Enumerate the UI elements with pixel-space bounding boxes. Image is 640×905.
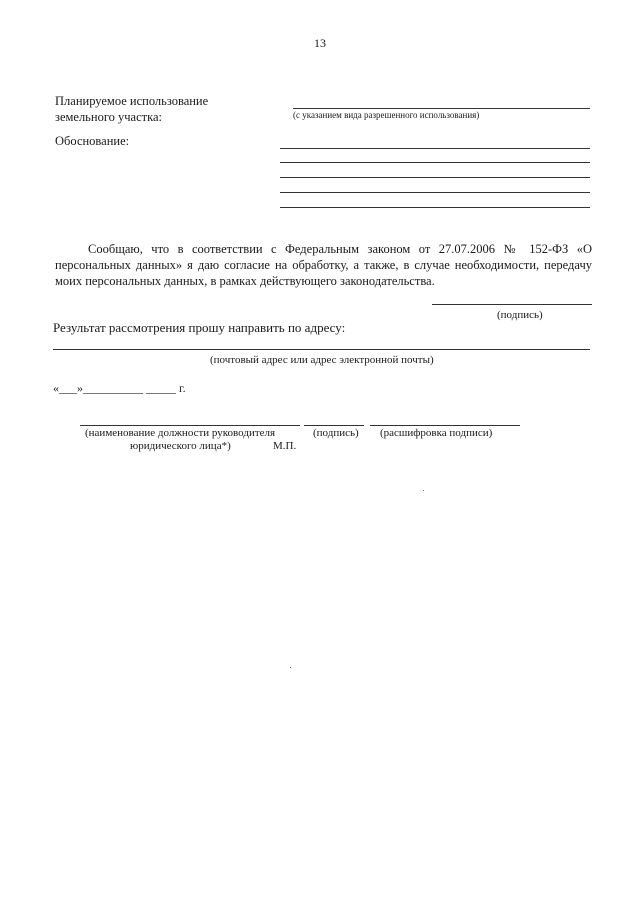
stamp-place-label: М.П. xyxy=(273,440,297,452)
position-caption: (наименование должности руководителя xyxy=(85,427,276,439)
scan-speck xyxy=(290,667,291,668)
justification-blank-line xyxy=(280,148,590,149)
signature-caption: (подпись) xyxy=(313,427,359,439)
consent-text: Сообщаю, что в соответствии с Федеральным законом от 27.07.2006 № 152-ФЗ «О персональных данных» я даю согласие на обработку, а также, в случае необходимости, передачу моих персональных данных, в рамках действующего законодательства. xyxy=(55,242,592,288)
decode-blank-line xyxy=(370,425,520,426)
scan-speck xyxy=(423,490,424,491)
justification-label: Обоснование: xyxy=(55,134,130,148)
planned-use-blank-line xyxy=(293,108,590,109)
date-line: «___»__________ _____ г. xyxy=(53,381,186,395)
planned-use-label xyxy=(55,93,208,125)
signature-blank-line xyxy=(432,304,592,305)
address-label: Результат рассмотрения прошу направить по адресу: xyxy=(53,320,346,335)
planned-use-caption: (с указанием вида разрешенного использования) xyxy=(293,110,480,120)
justification-blank-line xyxy=(280,207,590,208)
justification-blank-line xyxy=(280,177,590,178)
signature-caption: (подпись) xyxy=(497,309,543,321)
justification-blank-line xyxy=(280,192,590,193)
legal-entity-caption: юридического лица*) xyxy=(130,440,231,452)
signature-blank-line xyxy=(304,425,364,426)
planned-use-label-line1: Планируемое использование xyxy=(55,94,209,108)
consent-paragraph xyxy=(55,241,592,289)
justification-blank-line xyxy=(280,162,590,163)
page-number: 13 xyxy=(314,36,326,50)
position-blank-line xyxy=(80,425,300,426)
planned-use-label-line2: земельного участка: xyxy=(55,110,163,124)
address-blank-line xyxy=(53,349,590,350)
address-caption: (почтовый адрес или адрес электронной почты) xyxy=(210,354,434,366)
signature-decode-caption: (расшифровка подписи) xyxy=(380,427,493,439)
